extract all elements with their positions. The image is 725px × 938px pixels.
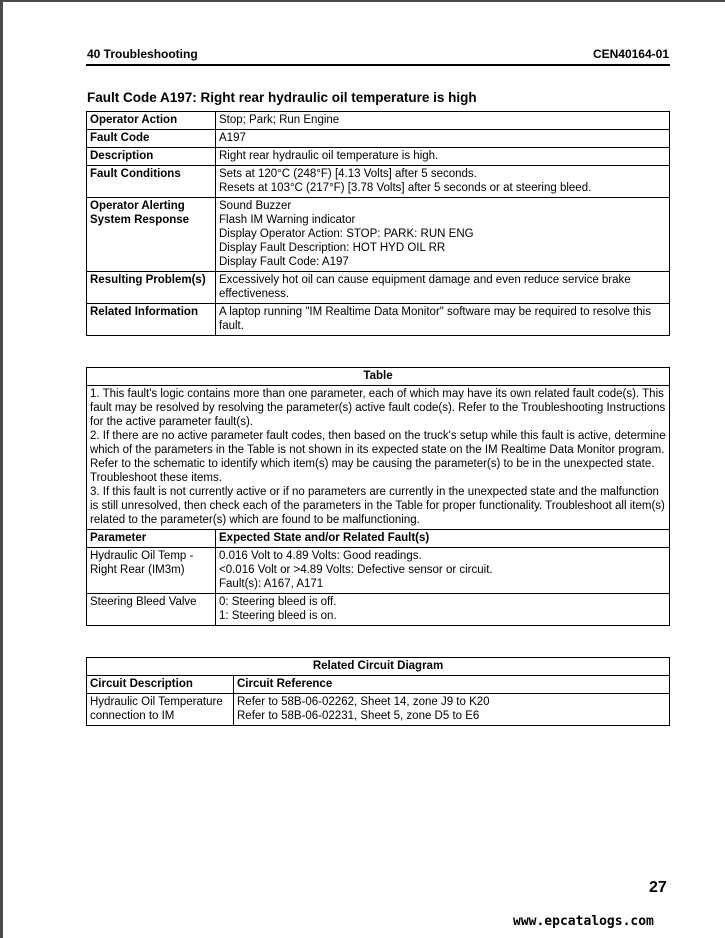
desc-line: Hydraulic Oil Temperature: [90, 696, 223, 708]
row-value: [216, 198, 670, 272]
desc-line: connection to IM: [90, 710, 175, 722]
value-line: Display Fault Description: HOT HYD OIL RR: [219, 242, 446, 254]
table-row: [87, 694, 670, 726]
column-header-parameter: Parameter: [87, 530, 216, 548]
row-value: [216, 148, 670, 166]
row-label: Description: [87, 148, 216, 166]
table-row: [87, 148, 670, 166]
column-header-row: [87, 676, 670, 694]
column-header-expected: Expected State and/or Related Fault(s): [216, 530, 670, 548]
table-caption-row: [87, 368, 670, 386]
page-number: 27: [649, 879, 667, 896]
circuit-reference: [234, 694, 670, 726]
column-header-description: Circuit Description: [87, 676, 234, 694]
table-row: [87, 198, 670, 272]
table-caption: Table: [87, 368, 670, 386]
param-line: Steering Bleed Valve: [90, 596, 197, 608]
note-1: 1. This fault's logic contains more than one parameter, each of which may have its own related fault code(s). This fault may be resolved by resolving the parameter(s) active fault code(s). Refer to the Troubleshooting Instructions for the active parameter fault(s).: [90, 388, 666, 428]
value-line: Display Fault Code: A197: [219, 256, 349, 268]
row-label: [87, 198, 216, 272]
table-row: [87, 130, 670, 148]
value-line: Sets at 120°C (248°F) [4.13 Volts] after 5 seconds.: [219, 168, 477, 180]
header-section: 40 Troubleshooting: [87, 47, 198, 61]
parameter-table: [86, 367, 670, 626]
expected-state: [216, 594, 670, 626]
value-line: Flash IM Warning indicator: [219, 214, 356, 226]
column-header-reference: Circuit Reference: [234, 676, 670, 694]
table-row: [87, 272, 670, 304]
table-row: [87, 548, 670, 594]
row-label: Fault Code: [87, 130, 216, 148]
label-line: Operator Alerting: [90, 200, 185, 212]
value-line: Stop; Park; Run Engine: [219, 114, 340, 126]
param-line: Hydraulic Oil Temp -: [90, 550, 194, 562]
page-edge-left: [0, 0, 3, 938]
header-rule: [86, 64, 670, 66]
value-line: A197: [219, 132, 246, 144]
watermark: www.epcatalogs.com: [513, 914, 654, 929]
value-line: Sound Buzzer: [219, 200, 292, 212]
value-line: 1: Steering bleed is on.: [219, 610, 337, 622]
value-line: Excessively hot oil can cause equipment damage and even reduce service brake effectiveness.: [219, 274, 631, 300]
header-doc-id: CEN40164-01: [592, 47, 669, 61]
fault-title: Fault Code A197: Right rear hydraulic oil temperature is high: [87, 90, 477, 105]
column-header-row: [87, 530, 670, 548]
table-caption: Related Circuit Diagram: [87, 658, 670, 676]
value-line: Refer to 58B-06-02231, Sheet 5, zone D5 to E6: [237, 710, 480, 722]
value-line: Fault(s): A167, A171: [219, 578, 324, 590]
value-line: 0: Steering bleed is off.: [219, 596, 337, 608]
value-line: Refer to 58B-06-02262, Sheet 14, zone J9 to K20: [237, 696, 490, 708]
notes-row: [87, 386, 670, 530]
table-row: [87, 112, 670, 130]
circuit-description: [87, 694, 234, 726]
value-line: 0.016 Volt to 4.89 Volts: Good readings.: [219, 550, 422, 562]
row-value: [216, 130, 670, 148]
row-value: [216, 112, 670, 130]
row-label: Fault Conditions: [87, 166, 216, 198]
note-3: 3. If this fault is not currently active or if no parameters are currently in the unexpected state and the malfunction is still unresolved, then check each of the parameters in the Table for proper functionality. Troubleshoot all item(s) related to the parameter(s) which are found to be malfunctioning.: [90, 486, 665, 526]
row-value: [216, 272, 670, 304]
fault-code-table: [86, 111, 670, 336]
row-value: [216, 304, 670, 336]
value-line: Resets at 103°C (217°F) [3.78 Volts] after 5 seconds or at steering bleed.: [219, 182, 592, 194]
table-row: [87, 166, 670, 198]
value-line: <0.016 Volt or >4.89 Volts: Defective sensor or circuit.: [219, 564, 493, 576]
row-label: Operator Action: [87, 112, 216, 130]
row-value: [216, 166, 670, 198]
value-line: Display Operator Action: STOP: PARK: RUN ENG: [219, 228, 474, 240]
label-line: System Response: [90, 214, 190, 226]
table-caption-row: [87, 658, 670, 676]
page-edge-top: [0, 0, 725, 2]
value-line: A laptop running "IM Realtime Data Monitor" software may be required to resolve this fault.: [219, 306, 651, 332]
circuit-diagram-table: [86, 657, 670, 726]
table-row: [87, 304, 670, 336]
value-line: Right rear hydraulic oil temperature is high.: [219, 150, 439, 162]
row-label: Resulting Problem(s): [87, 272, 216, 304]
row-label: Related Information: [87, 304, 216, 336]
parameter-name: [87, 594, 216, 626]
expected-state: [216, 548, 670, 594]
param-line: Right Rear (IM3m): [90, 564, 185, 576]
notes-cell: [87, 386, 670, 530]
parameter-name: [87, 548, 216, 594]
table-row: [87, 594, 670, 626]
note-2: 2. If there are no active parameter fault codes, then based on the truck's setup while this fault is active, determine which of the parameters in the Table is not shown in its expected state on the IM Realtime Data Monitor program. Refer to the schematic to identify which item(s) may be causing the parameter(s) to be in the unexpected state. Troubleshoot these items.: [90, 430, 666, 484]
